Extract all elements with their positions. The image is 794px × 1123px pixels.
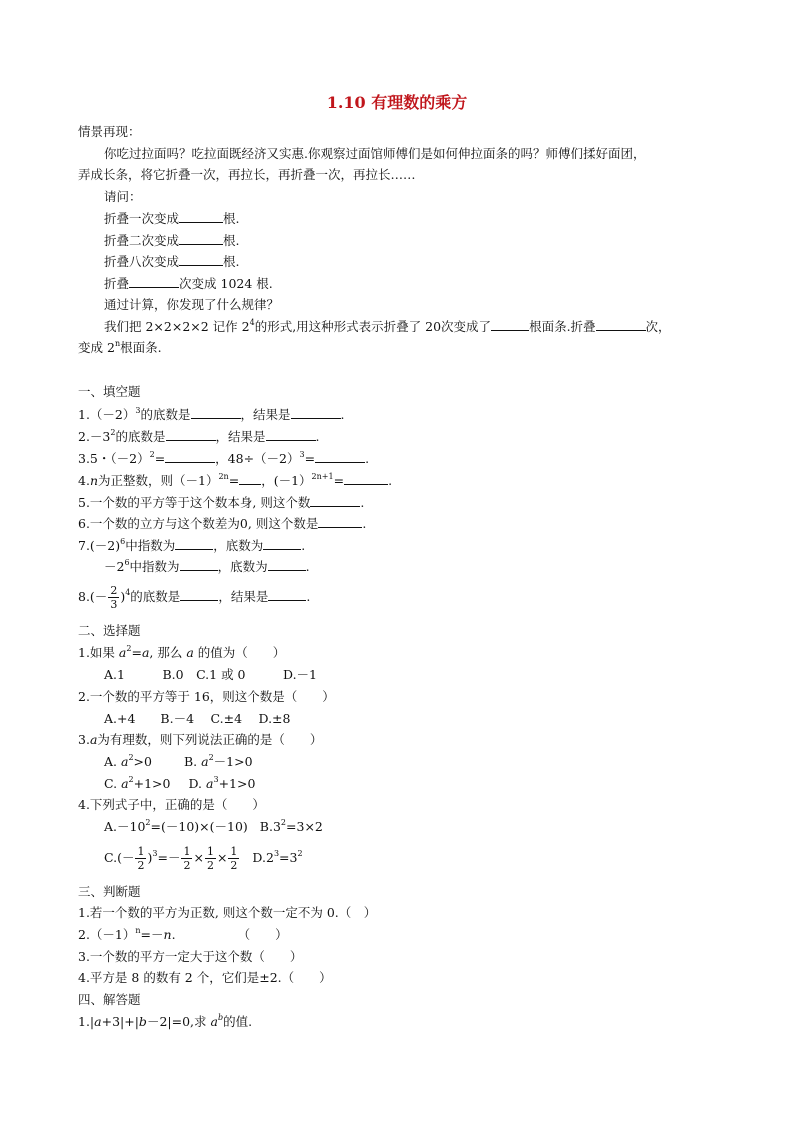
choice-options-3b: C. $a^2+1>0$ D. $a^3+1>0$ (104, 775, 256, 791)
fill-item-8: 8.(－ $\frac{2}{3}$ )$^4$的底数是 ，结果是 . (78, 584, 311, 611)
intro-question-6: 我们把 2×2×2×2 记作 $2^4$的形式,用这种形式表示折叠了 20次变成了 根面条.折叠 次， (104, 318, 671, 334)
fraction-half: $\frac{1}{2}$ (206, 845, 214, 872)
fraction-half: $\frac{1}{2}$ (183, 845, 191, 872)
fill-item-6: 6.一个数的立方与这个数差为0, 则这个数是 . (78, 516, 367, 531)
intro-question-3: 折叠八次变成 根. (104, 254, 240, 269)
judge-item-4: 4.平方是 8 的数有 2 个，它们是±2.（ ） (78, 970, 332, 985)
page-title: 1.10 有理数的乘方 (326, 93, 468, 112)
choice-options-3a: A. $a^2>0$ B. $a^2-1>0$ (104, 753, 253, 769)
fraction-half: $\frac{1}{2}$ (137, 845, 145, 872)
section-3-heading: 三、判断题 (78, 884, 141, 899)
intro-question-1: 折叠一次变成 根. (104, 211, 240, 226)
fraction-two-thirds: $\frac{2}{3}$ (110, 584, 118, 611)
choice-options-1: A.1 B.0 C.1 或 0 D.－1 (104, 667, 318, 682)
choice-question-3: 3.a为有理数，则下列说法正确的是（ ） (78, 732, 323, 747)
section-1-heading: 一、填空题 (78, 384, 141, 399)
fill-item-3: 3.5・$(-2)^2=$ ，$48\div(-2)^3=$ . (78, 450, 370, 466)
section-4-heading: 四、解答题 (78, 992, 141, 1007)
fill-item-7: $7.(-2)^6$中指数为 ，底数为 . (78, 537, 306, 553)
fill-item-7b: $-2^6$中指数为 ，底数为 . (104, 558, 310, 574)
intro-question-2: 折叠二次变成 根. (104, 233, 240, 248)
intro-question-5: 通过计算，你发现了什么规律？ (104, 297, 280, 312)
intro-ask: 请问： (104, 189, 142, 204)
judge-item-3: 3.一个数的平方一定大于这个数（ ） (78, 949, 303, 964)
intro-question-7: 变成 2$^n$根面条. (78, 339, 162, 355)
fill-item-4: 4.n为正整数，则$(-1)^{2n}=$ ，(－1）$^{2n+1}$= . (78, 472, 393, 488)
choice-options-4b: C.(－ $\frac{1}{2}$ )$^3$=－ $\frac{1}{2}$ × $\frac{1}{2}$ × $\frac{1}{2}$ $D.2^3=3^2$ (104, 845, 303, 872)
judge-item-2: $2.(-1)^n=-n$. （ ） (78, 926, 288, 942)
intro-paragraph-2: 弄成长条，将它折叠一次，再拉长，再折叠一次，再拉长…… (78, 167, 416, 182)
choice-question-2: 2.一个数的平方等于 16，则这个数是（ ） (78, 689, 335, 704)
answer-item-1: 1.|a+3|+|b－2|=0,求 $a^b$的值. (78, 1013, 253, 1029)
fill-item-5: 5.一个数的平方等于这个数本身, 则这个数 . (78, 495, 365, 510)
choice-question-4: 4.下列式子中，正确的是（ ） (78, 797, 265, 812)
intro-paragraph-1: 你吃过拉面吗？吃拉面既经济又实惠.你观察过面馆师傅们是如何伸拉面条的吗？师傅们揉好面团， (104, 146, 646, 161)
intro-heading: 情景再现： (78, 124, 141, 139)
intro-question-4: 折叠 次变成 1024 根. (104, 276, 273, 291)
choice-question-1: 1.如果 $a^2=a$, 那么 a 的值为（ ） (78, 644, 286, 660)
choice-options-2: A.+4 B.－4 C.±4 D.±8 (104, 711, 291, 726)
choice-options-4a: $A.-10^2=(-10)\times(-10)$ $B.3^2=3\times 2$ (104, 818, 323, 834)
section-2-heading: 二、选择题 (78, 623, 141, 638)
judge-item-1: 1.若一个数的平方为正数, 则这个数一定不为 0.（ ） (78, 905, 377, 920)
fraction-half: $\frac{1}{2}$ (230, 845, 238, 872)
fill-item-1: $1.(-2)^3$的底数是 ，结果是 . (78, 406, 345, 422)
fill-item-2: $2.-3^2$的底数是 ，结果是 . (78, 428, 320, 444)
